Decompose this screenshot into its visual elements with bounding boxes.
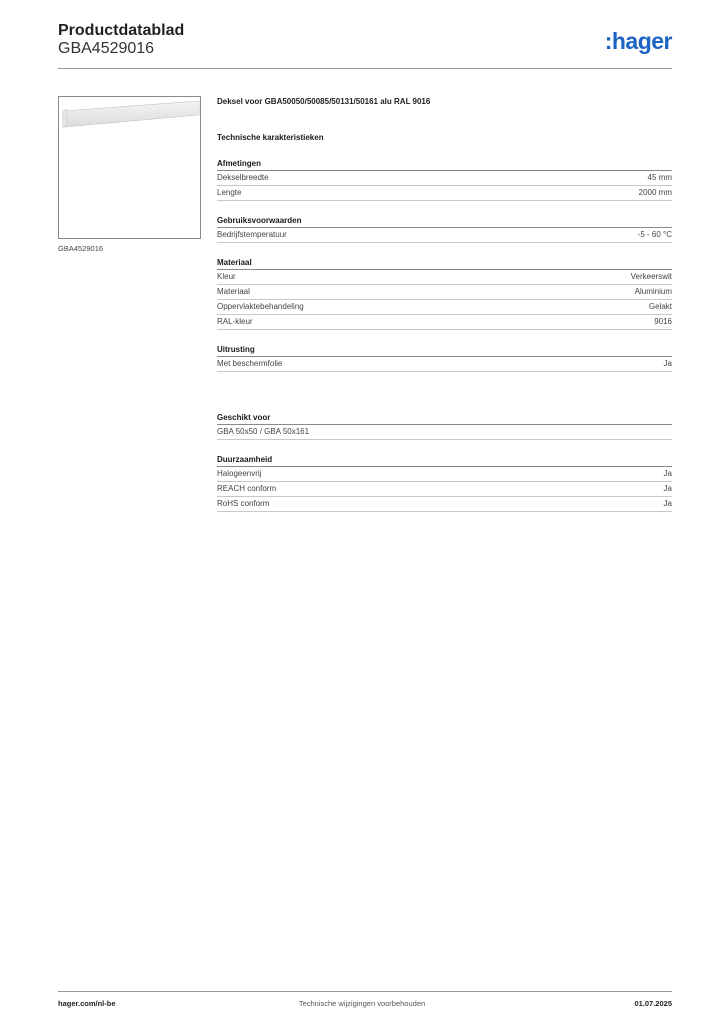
product-image (58, 96, 201, 239)
spec-value: Ja (663, 359, 672, 368)
spec-row (217, 300, 672, 315)
spec-label: Lengte (217, 188, 242, 197)
section-title: Duurzaamheid (217, 454, 672, 467)
section-operating-conditions (217, 215, 672, 243)
section-title: Gebruiksvoorwaarden (217, 215, 672, 228)
spec-label: Bedrijfstemperatuur (217, 230, 287, 239)
document-title: Productdatablad (58, 22, 185, 39)
spec-label: REACH conform (217, 484, 277, 493)
header-divider (58, 68, 672, 69)
spec-label: GBA 50x50 / GBA 50x161 (217, 427, 310, 436)
technical-heading: Technische karakteristieken (217, 133, 324, 142)
spec-label: Materiaal (217, 287, 250, 296)
spec-label: RoHS conform (217, 499, 270, 508)
spec-row (217, 270, 672, 285)
cover-profile-icon (59, 97, 200, 238)
spec-label: RAL-kleur (217, 317, 253, 326)
spec-label: Halogeenvrij (217, 469, 262, 478)
section-dimensions (217, 158, 672, 201)
spec-row (217, 171, 672, 186)
spec-value: 45 mm (647, 173, 672, 182)
spec-value: Ja (663, 499, 672, 508)
image-caption: GBA4529016 (58, 244, 104, 253)
section-title: Materiaal (217, 257, 672, 270)
footer-divider (58, 991, 672, 992)
section-title: Afmetingen (217, 158, 672, 171)
spec-row (217, 482, 672, 497)
section-equipment (217, 344, 672, 372)
footer-date: 01.07.2025 (634, 999, 672, 1008)
spec-value: Ja (663, 484, 672, 493)
spec-row (217, 285, 672, 300)
spec-value: Aluminium (634, 287, 672, 296)
spec-label: Kleur (217, 272, 236, 281)
spec-row (217, 315, 672, 330)
spec-row (217, 228, 672, 243)
spec-row (217, 497, 672, 512)
spec-value: Verkeerswit (630, 272, 672, 281)
spec-row (217, 186, 672, 201)
hager-logo: :hager (604, 28, 672, 54)
section-suitable-for (217, 412, 672, 440)
footer-website-link[interactable]: hager.com/nl-be (58, 999, 116, 1008)
product-code: GBA4529016 (58, 40, 155, 57)
spec-row (217, 357, 672, 372)
spec-row (217, 425, 672, 440)
spec-label: Met beschermfolie (217, 359, 283, 368)
section-sustainability (217, 454, 672, 512)
section-spacer (217, 372, 672, 398)
product-description: Deksel voor GBA50050/50085/50131/50161 alu RAL 9016 (217, 97, 431, 106)
spec-label: Oppervlaktebehandeling (217, 302, 304, 311)
page-header (58, 22, 672, 68)
section-material (217, 257, 672, 330)
spec-label: Dekselbreedte (217, 173, 269, 182)
footer-notice: Technische wijzigingen voorbehouden (298, 999, 426, 1008)
spec-value: Ja (663, 469, 672, 478)
section-title: Geschikt voor (217, 412, 672, 425)
spec-value: 9016 (654, 317, 672, 326)
spec-value: -5 - 60 °C (637, 230, 672, 239)
spec-value: 2000 mm (638, 188, 672, 197)
spec-content (217, 96, 672, 512)
spec-row (217, 467, 672, 482)
spec-value: Gelakt (648, 302, 672, 311)
section-title: Uitrusting (217, 344, 672, 357)
